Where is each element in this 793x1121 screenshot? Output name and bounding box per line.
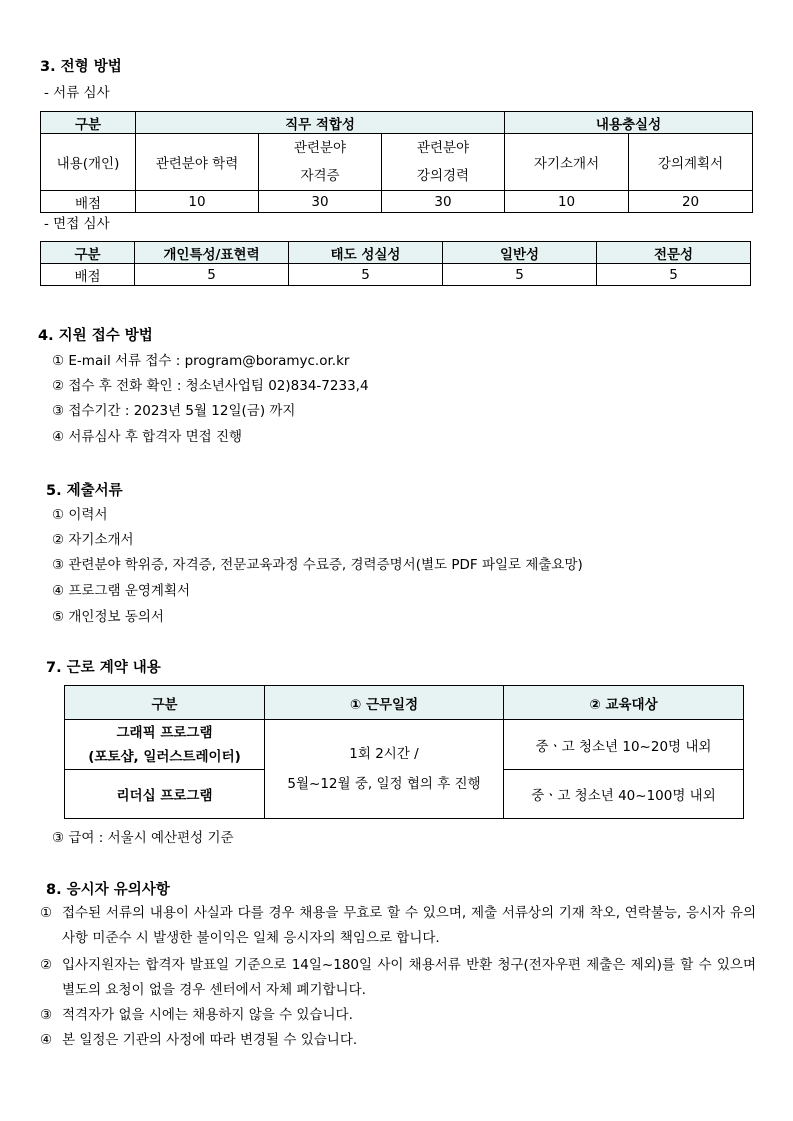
doc-review-table (40, 111, 753, 213)
header-target: ② 교육대상 (504, 686, 744, 720)
score-3: 30 (382, 191, 505, 213)
notice-item (40, 1028, 756, 1053)
notice-text: 적격자가 없을 시에는 채용하지 않을 수 있습니다. (62, 1007, 353, 1023)
score-1: 10 (136, 191, 259, 213)
pay-note: ③ 급여 : 서울시 예산편성 기준 (52, 830, 234, 846)
header-gubun: 구분 (65, 686, 265, 720)
section-3-title: 3. 전형 방법 (40, 59, 122, 75)
score-2: 5 (289, 264, 443, 286)
notice-text: 본 일정은 기관의 사정에 따라 변경될 수 있습니다. (62, 1032, 358, 1048)
cell-lecture-plan: 강의계획서 (629, 134, 753, 191)
list-item: ① E-mail 서류 접수 : program@boramyc.or.kr (52, 353, 350, 369)
header-generality: 일반성 (443, 242, 597, 264)
score-2: 30 (259, 191, 382, 213)
list-item: ③ 접수기간 : 2023년 5월 12일(금) 까지 (52, 403, 296, 419)
header-gubun: 구분 (41, 242, 135, 264)
cell-certificate: 관련분야 자격증 (259, 134, 382, 191)
list-item: ② 자기소개서 (52, 532, 134, 548)
score-4: 5 (597, 264, 751, 286)
cell-education: 관련분야 학력 (136, 134, 259, 191)
section-8-title: 8. 응시자 유의사항 (46, 882, 170, 898)
notice-item (40, 901, 756, 951)
program-leadership: 리더십 프로그램 (65, 770, 265, 819)
cell-self-intro: 자기소개서 (505, 134, 629, 191)
interview-table (40, 241, 751, 286)
interview-label: - 면접 심사 (44, 216, 110, 232)
work-schedule: 1회 2시간 / 5월~12월 중, 일정 협의 후 진행 (265, 720, 504, 819)
notice-number: ④ (40, 1032, 53, 1048)
notice-item (40, 1003, 756, 1028)
notice-item (40, 953, 756, 1003)
header-content: 내용충실성 (505, 112, 753, 134)
section-5-title: 5. 제출서류 (46, 483, 123, 499)
target-graphic: 중ㆍ고 청소년 10~20명 내외 (504, 720, 744, 770)
list-item: ⑤ 개인정보 동의서 (52, 609, 164, 625)
header-personality: 개인특성/표현력 (135, 242, 289, 264)
list-item: ② 접수 후 전화 확인 : 청소년사업팀 02)834-7233,4 (52, 378, 369, 394)
header-job-fit: 직무 적합성 (136, 112, 505, 134)
row-label-content: 내용(개인) (41, 134, 136, 191)
score-5: 20 (629, 191, 753, 213)
section-4-title: 4. 지원 접수 방법 (38, 328, 153, 344)
header-schedule: ① 근무일정 (265, 686, 504, 720)
list-item: ④ 서류심사 후 합격자 면접 진행 (52, 429, 243, 445)
notice-number: ① (40, 905, 53, 921)
target-leadership: 중ㆍ고 청소년 40~100명 내외 (504, 770, 744, 819)
contract-table (64, 685, 744, 819)
notice-number: ② (40, 957, 53, 973)
list-item: ③ 관련분야 학위증, 자격증, 전문교육과정 수료증, 경력증명서(별도 PDF 파일로 제출요망) (52, 557, 583, 573)
notice-text: 입사지원자는 합격자 발표일 기준으로 14일~180일 사이 채용서류 반환 청구(전자우편 제출은 제외)를 할 수 있으며 별도의 요청이 없을 경우 센터에서 자체 폐기합니다. (62, 957, 756, 998)
cell-lecture-career: 관련분야 강의경력 (382, 134, 505, 191)
score-1: 5 (135, 264, 289, 286)
list-item: ④ 프로그램 운영계획서 (52, 583, 191, 599)
list-item: ① 이력서 (52, 507, 108, 523)
program-graphic: 그래픽 프로그램 (포토샵, 일러스트레이터) (65, 720, 265, 770)
notice-number: ③ (40, 1007, 53, 1023)
header-gubun: 구분 (41, 112, 136, 134)
section-7-title: 7. 근로 계약 내용 (46, 660, 161, 676)
doc-review-label: - 서류 심사 (44, 85, 110, 101)
notice-text: 접수된 서류의 내용이 사실과 다를 경우 채용을 무효로 할 수 있으며, 제출 서류상의 기재 착오, 연락불능, 응시자 유의사항 미준수 시 발생한 불이익은 일체 응시자의 책임으로 합니다. (62, 905, 756, 946)
score-4: 10 (505, 191, 629, 213)
row-label-score: 배점 (41, 264, 135, 286)
score-3: 5 (443, 264, 597, 286)
row-label-score: 배점 (41, 191, 136, 213)
header-expertise: 전문성 (597, 242, 751, 264)
header-attitude: 태도 성실성 (289, 242, 443, 264)
